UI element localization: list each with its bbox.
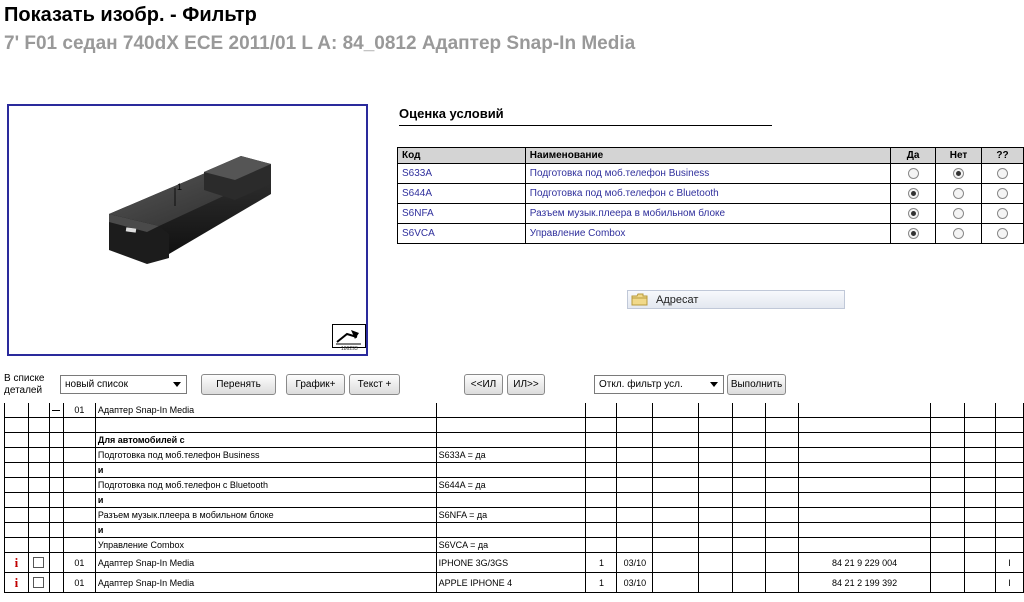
part-group-number: 01 [63, 403, 95, 418]
condition-row [398, 204, 1024, 224]
part-date: 03/10 [617, 573, 653, 593]
part-illustration [7, 104, 368, 356]
condition-text: Подготовка под моб.телефон Business [95, 448, 436, 463]
condition-code: S6NFA [398, 204, 526, 224]
condition-text: Подготовка под моб.телефон с Bluetooth [95, 478, 436, 493]
parts-list-select[interactable] [60, 375, 187, 394]
part-note: APPLE IPHONE 4 [436, 573, 586, 593]
image-corner-icon [332, 324, 366, 348]
and-row [5, 463, 1024, 478]
condition-code: S633A [398, 164, 526, 184]
col-code: Код [398, 148, 526, 164]
col-name: Наименование [525, 148, 890, 164]
info-icon[interactable]: i [14, 574, 19, 590]
radio-no[interactable] [953, 208, 964, 219]
transfer-button[interactable]: Перенять [201, 374, 276, 395]
condition-heading: Для автомобилей с [95, 433, 436, 448]
radio-yes[interactable] [908, 168, 919, 179]
radio-unknown[interactable] [997, 188, 1008, 199]
and-word: и [95, 493, 436, 508]
and-word: и [95, 463, 436, 478]
part-name: Адаптер Snap-In Media [95, 573, 436, 593]
condition-text: Разъем музык.плеера в мобильном блоке [95, 508, 436, 523]
condition-name: Управление Combox [525, 224, 890, 244]
list-label-line2: деталей [4, 385, 43, 396]
part-number: 01 [63, 573, 95, 593]
radio-yes[interactable] [908, 208, 919, 219]
part-row [5, 573, 1024, 593]
part-qty: 1 [586, 573, 617, 593]
part-date: 03/10 [617, 553, 653, 573]
conditions-divider [399, 125, 772, 126]
radio-no[interactable] [953, 228, 964, 239]
address-button-label: Адресат [656, 294, 699, 306]
condition-line [5, 538, 1024, 553]
radio-no[interactable] [953, 188, 964, 199]
condition-code: S6VCA [398, 224, 526, 244]
part-group-row [5, 403, 1024, 418]
part-group-name: Адаптер Snap-In Media [95, 403, 436, 418]
radio-yes[interactable] [908, 188, 919, 199]
radio-unknown[interactable] [997, 168, 1008, 179]
next-illustration-button[interactable]: ИЛ>> [507, 374, 545, 395]
snap-in-adapter-image [9, 106, 366, 354]
condition-name: Подготовка под моб.телефон с Bluetooth [525, 184, 890, 204]
chevron-down-icon [710, 382, 718, 387]
col-no: Нет [936, 148, 982, 164]
part-flag: I [995, 553, 1023, 573]
col-unknown: ?? [982, 148, 1024, 164]
part-checkbox[interactable] [33, 557, 44, 568]
execute-button[interactable]: Выполнить [727, 374, 786, 395]
condition-line [5, 478, 1024, 493]
image-number: 186293 [341, 346, 358, 352]
text-button[interactable]: Текст + [349, 374, 400, 395]
condition-row [398, 184, 1024, 204]
list-label-line1: В списке [4, 373, 45, 384]
graphic-button[interactable]: График+ [286, 374, 345, 395]
part-name: Адаптер Snap-In Media [95, 553, 436, 573]
address-button[interactable] [627, 290, 845, 309]
part-number: 01 [63, 553, 95, 573]
condition-row [398, 224, 1024, 244]
part-order-number: 84 21 9 229 004 [799, 553, 931, 573]
callout-label: 1 [177, 182, 183, 192]
page-subtitle: 7' F01 седан 740dX ECE 2011/01 L A: 84_0812 Адаптер Snap-In Media [4, 33, 636, 54]
part-flag: I [995, 573, 1023, 593]
col-yes: Да [891, 148, 936, 164]
part-qty: 1 [586, 553, 617, 573]
filter-select-value: Откл. фильтр усл. [599, 379, 683, 390]
page-title: Показать изобр. - Фильтр [4, 4, 257, 26]
prev-illustration-button[interactable]: <<ИЛ [464, 374, 503, 395]
conditions-header-row [398, 148, 1024, 164]
condition-name: Подготовка под моб.телефон Business [525, 164, 890, 184]
and-row [5, 493, 1024, 508]
conditions-title: Оценка условий [399, 106, 504, 121]
condition-code: S644A [398, 184, 526, 204]
chevron-down-icon [173, 382, 181, 387]
condition-name: Разъем музык.плеера в мобильном блоке [525, 204, 890, 224]
conditions-table [397, 147, 1024, 244]
condition-row [398, 164, 1024, 184]
parts-table [4, 403, 1024, 593]
parts-list-select-value: новый список [65, 379, 128, 390]
filter-select[interactable] [594, 375, 724, 394]
radio-no[interactable] [953, 168, 964, 179]
radio-unknown[interactable] [997, 228, 1008, 239]
condition-heading-row [5, 433, 1024, 448]
and-word: и [95, 523, 436, 538]
radio-yes[interactable] [908, 228, 919, 239]
part-checkbox[interactable] [33, 577, 44, 588]
collapse-icon[interactable] [52, 410, 60, 411]
condition-line [5, 448, 1024, 463]
condition-code: S6NFA = да [436, 508, 586, 523]
condition-code: S644A = да [436, 478, 586, 493]
condition-code: S633A = да [436, 448, 586, 463]
info-icon[interactable]: i [14, 554, 19, 570]
part-note: IPHONE 3G/3GS [436, 553, 586, 573]
part-row [5, 553, 1024, 573]
condition-text: Управление Combox [95, 538, 436, 553]
folder-icon [631, 293, 649, 307]
condition-line [5, 508, 1024, 523]
radio-unknown[interactable] [997, 208, 1008, 219]
part-order-number: 84 21 2 199 392 [799, 573, 931, 593]
list-label [4, 373, 45, 397]
condition-code: S6VCA = да [436, 538, 586, 553]
and-row [5, 523, 1024, 538]
spacer-row [5, 418, 1024, 433]
